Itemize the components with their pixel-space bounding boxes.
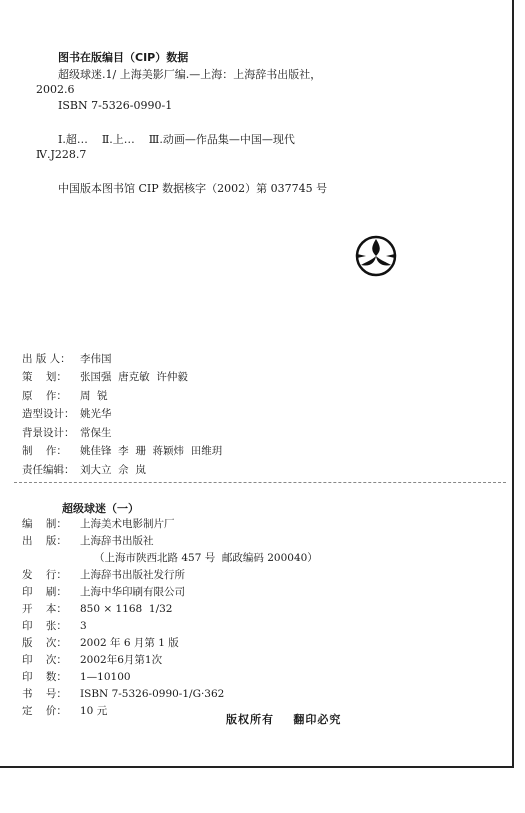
staff-credits <box>22 349 222 479</box>
credit-label: 策 划： <box>22 371 67 384</box>
pub-value: 2002年6月第1次 <box>80 654 163 666</box>
credit-value: 姚佳锋 李 珊 蒋颖炜 田维玥 <box>80 445 223 458</box>
pub-row <box>22 583 318 600</box>
credit-value: 李伟国 <box>80 352 112 365</box>
cip-line-1: 超级球迷.1/ 上海美影厂编.—上海：上海辞书出版社， <box>58 68 322 81</box>
pub-label: 开 本： <box>22 603 67 615</box>
credit-value: 姚光华 <box>80 408 112 421</box>
credit-value: 张国强 唐克敏 许仲毅 <box>80 371 188 384</box>
credit-row <box>22 442 222 461</box>
pub-value: 2002 年 6 月第 1 版 <box>80 637 179 649</box>
publisher-logo-icon <box>354 234 398 278</box>
publication-info <box>22 515 318 719</box>
pub-address: （上海市陕西北路 457 号 邮政编码 200040） <box>94 552 318 564</box>
pub-label: 书 号： <box>22 688 67 700</box>
pub-row <box>22 532 318 549</box>
book-title: 超级球迷（一） <box>62 502 139 515</box>
cip-line-2: 2002.6 <box>36 83 75 96</box>
pub-label: 印 次： <box>22 654 67 666</box>
pub-label: 编 制： <box>22 518 67 530</box>
cip-record-number: 中国版本图书馆 CIP 数据核字（2002）第 037745 号 <box>58 182 328 195</box>
pub-value: 1—10100 <box>80 670 131 683</box>
credit-row <box>22 368 222 387</box>
pub-row <box>22 566 318 583</box>
pub-row <box>22 515 318 532</box>
section-divider <box>14 482 506 483</box>
page-edge-bottom <box>0 766 514 768</box>
credit-value: 周 锐 <box>80 389 108 402</box>
credit-row <box>22 405 222 424</box>
pub-label: 印 刷： <box>22 586 67 598</box>
pub-label: 定 价： <box>22 705 67 717</box>
credit-label: 原 作： <box>22 389 67 402</box>
credit-label: 责任编辑： <box>22 463 75 476</box>
pub-row <box>22 634 318 651</box>
credit-value: 常保生 <box>80 426 112 439</box>
pub-row <box>22 651 318 668</box>
credit-row <box>22 386 222 405</box>
credit-row <box>22 460 222 479</box>
cip-heading: 图书在版编目（CIP）数据 <box>58 51 189 64</box>
pub-value: 3 <box>80 619 87 632</box>
page-edge-right <box>512 0 514 768</box>
credit-label: 造型设计： <box>22 408 75 421</box>
credit-label: 制 作： <box>22 445 67 458</box>
pub-row <box>22 685 318 702</box>
cip-class-number: Ⅳ.J228.7 <box>36 148 87 161</box>
pub-value: 上海辞书出版社 <box>80 535 154 547</box>
pub-value: 上海中华印刷有限公司 <box>80 586 185 598</box>
pub-label: 版 次： <box>22 637 67 649</box>
cip-classification: Ⅰ.超… Ⅱ.上… Ⅲ.动画—作品集—中国—现代 <box>58 133 295 146</box>
pub-label: 出 版： <box>22 535 67 547</box>
credit-row <box>22 423 222 442</box>
credit-label: 背景设计： <box>22 426 75 439</box>
pub-value: 上海辞书出版社发行所 <box>80 569 185 581</box>
pub-value: 10 元 <box>80 705 108 717</box>
rights-notice: 版权所有 翻印必究 <box>226 713 342 726</box>
pub-label: 印 张： <box>22 620 67 632</box>
pub-value: 上海美术电影制片厂 <box>80 518 175 530</box>
pub-row <box>22 549 318 566</box>
pub-value: 850 × 1168 1/32 <box>80 602 173 615</box>
credit-label: 出 版 人： <box>22 352 71 365</box>
cip-isbn: ISBN 7-5326-0990-1 <box>58 99 173 112</box>
pub-row <box>22 668 318 685</box>
pub-row <box>22 617 318 634</box>
pub-label: 印 数： <box>22 671 67 683</box>
pub-row <box>22 600 318 617</box>
credit-value: 刘大立 佘 岚 <box>80 463 146 476</box>
credit-row <box>22 349 222 368</box>
pub-label: 发 行： <box>22 569 67 581</box>
pub-value: ISBN 7-5326-0990-1/G·362 <box>80 687 225 700</box>
